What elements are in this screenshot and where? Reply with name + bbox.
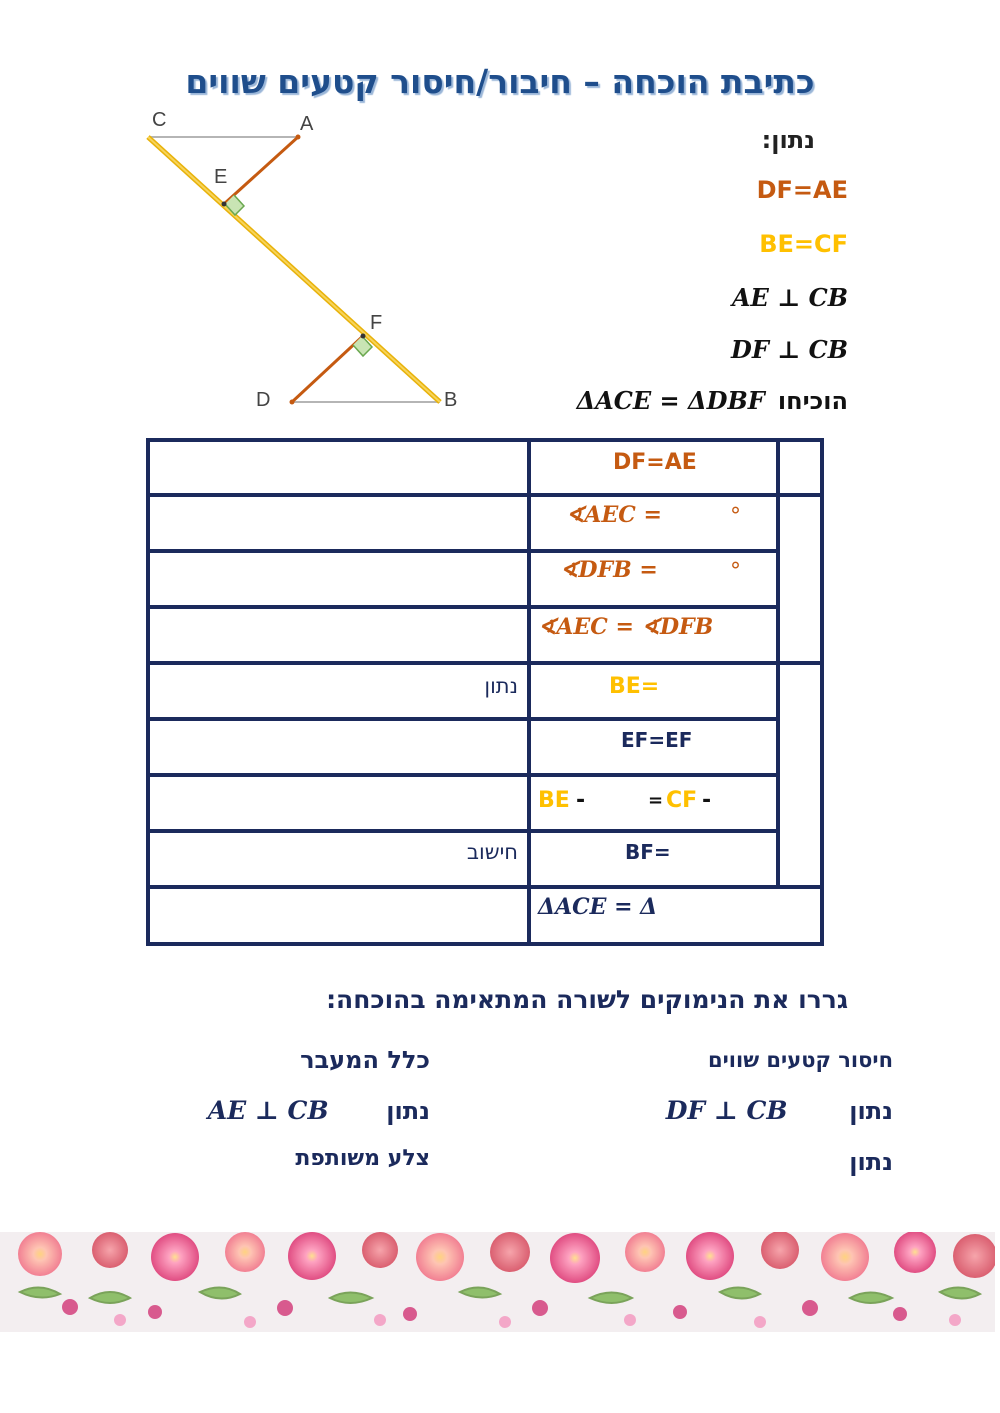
- page-title: כתיבת הוכחה – חיבור/חיסור קטעים שווים: [185, 62, 815, 101]
- row6-reason-dropzone[interactable]: [152, 724, 522, 770]
- row3-reason-dropzone[interactable]: [152, 556, 522, 602]
- chip-given-ae-perp-cb[interactable]: [208, 1096, 430, 1125]
- label-b: B: [444, 389, 458, 411]
- chip-given-df-label: נתון: [849, 1097, 893, 1125]
- row5-statement: BE=: [609, 674, 660, 699]
- row9-reason-dropzone[interactable]: [152, 892, 522, 938]
- drag-instruction: גררו את הנימוקים לשורה המתאימה בהוכחה:: [326, 985, 848, 1014]
- row7-dash-right: -: [702, 788, 712, 813]
- chip-given-ae-label: נתון: [386, 1097, 430, 1125]
- given-be-cf: BE=CF: [759, 230, 848, 258]
- label-e: E: [214, 166, 228, 188]
- row7-be: BE: [538, 788, 570, 813]
- row7-equals: =: [648, 790, 664, 811]
- segment-df: [292, 336, 363, 402]
- row8-statement: BF=: [625, 840, 671, 864]
- label-d: D: [256, 389, 271, 411]
- chip-given-ae-math: AE ⊥ CB: [207, 1096, 329, 1125]
- row3-degree: °: [730, 559, 741, 584]
- chip-subtract-equal-segments[interactable]: חיסור קטעים שווים: [707, 1048, 893, 1072]
- row1-statement: DF=AE: [613, 450, 697, 475]
- row4-reason-dropzone[interactable]: [152, 612, 522, 658]
- row1-reason-dropzone[interactable]: [152, 444, 522, 490]
- row4-statement: ∢AEC = ∢DFB: [538, 614, 714, 640]
- chip-given[interactable]: נתון: [849, 1148, 893, 1176]
- row2-statement: ∢AEC =: [566, 502, 662, 528]
- row7-cf: CF: [666, 788, 698, 813]
- flower-border-image: [0, 1232, 995, 1332]
- chip-transitive-rule[interactable]: כלל המעבר: [300, 1046, 430, 1074]
- proof-table: [146, 438, 824, 946]
- given-ae-perp-cb: AE ⊥ CB: [731, 283, 848, 312]
- chip-common-side[interactable]: צלע משותפת: [295, 1146, 430, 1171]
- row8-reason: חישוב: [466, 840, 518, 864]
- chip-given-df-perp-cb[interactable]: [666, 1096, 893, 1125]
- row9-statement: ΔACE = Δ: [538, 894, 658, 920]
- geometry-diagram: [140, 100, 480, 420]
- row2-reason-dropzone[interactable]: [152, 500, 522, 546]
- prove-label: הוכיחו: [777, 387, 848, 415]
- given-label: נתון:: [761, 126, 815, 154]
- given-df-ae: DF=AE: [756, 176, 848, 204]
- row2-degree: °: [730, 504, 741, 529]
- row7-dash-left: -: [576, 788, 586, 813]
- prove-statement: ΔACE = ΔDBF: [576, 386, 765, 415]
- row6-statement: EF=EF: [621, 728, 693, 752]
- label-f: F: [370, 312, 383, 334]
- given-df-perp-cb: DF ⊥ CB: [731, 335, 848, 364]
- label-c: C: [152, 109, 167, 131]
- segment-ae: [224, 137, 298, 204]
- row7-reason-dropzone[interactable]: [152, 780, 522, 826]
- row5-reason: נתון: [484, 674, 518, 698]
- row3-statement: ∢DFB =: [560, 557, 658, 583]
- prove-line: [577, 386, 848, 415]
- chip-given-df-math: DF ⊥ CB: [665, 1096, 788, 1125]
- label-a: A: [300, 113, 314, 135]
